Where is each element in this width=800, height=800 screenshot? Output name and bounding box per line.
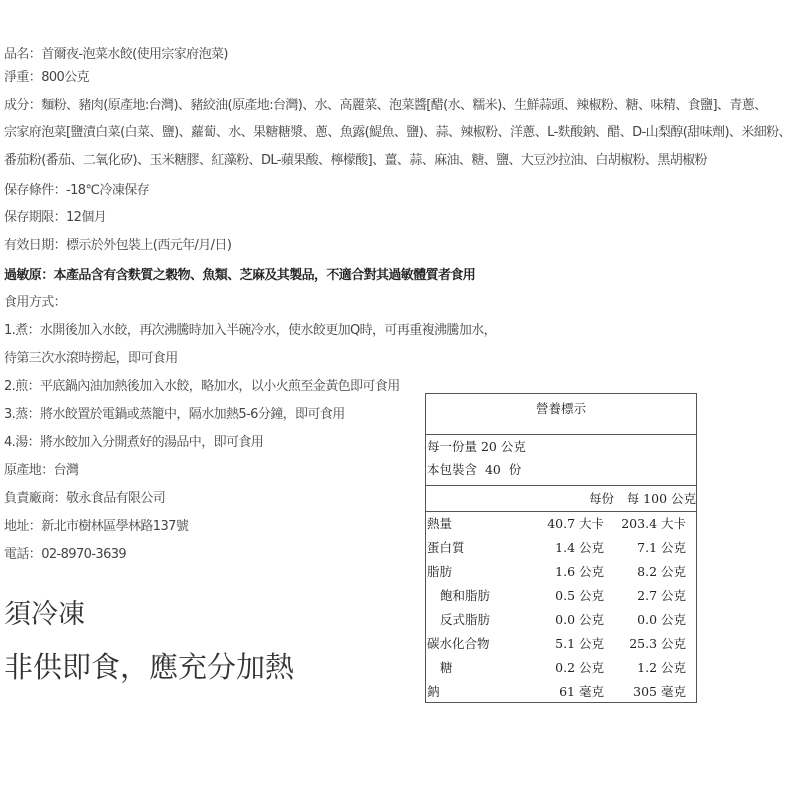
servings-per-package: 本包裝含 40 份 <box>427 462 522 477</box>
phone: 電話：02-8970-3639 <box>4 547 127 562</box>
nutrient-name: 糖 <box>440 660 453 675</box>
ingredients-line-1: 成分：麵粉、豬肉(原產地:台灣)、豬絞油(原產地:台灣)、水、高麗菜、泡菜醬[醋(水、糯米)、生鮮蒜頭、辣椒粉、糖、味精、食鹽]、青蔥、 <box>4 98 767 113</box>
nutrient-per-serving: 0.2 公克 <box>555 660 604 675</box>
nutrient-per-serving: 5.1 公克 <box>555 636 604 651</box>
storage-condition: 保存條件：-18℃冷凍保存 <box>4 183 150 198</box>
expiry-date: 有效日期：標示於外包裝上(西元年/月/日) <box>4 238 232 253</box>
nutrition-row <box>426 656 696 680</box>
col-per-100g: 每 100 公克 <box>626 491 696 506</box>
manufacturer: 負責廠商：敬永食品有限公司 <box>4 491 166 506</box>
address: 地址：新北市樹林區學林路137號 <box>4 519 189 534</box>
nutrient-per-serving: 1.6 公克 <box>555 564 604 579</box>
nutrition-table <box>425 393 697 703</box>
nutrient-name: 鈉 <box>427 684 440 699</box>
nutrient-name: 飽和脂肪 <box>440 588 491 603</box>
nutrient-name: 蛋白質 <box>427 540 465 555</box>
nutrition-row <box>426 608 696 632</box>
nutrient-per-serving: 0.5 公克 <box>555 588 604 603</box>
nutrient-per-100g: 0.0 公克 <box>637 612 686 627</box>
nutrient-per-100g: 203.4 大卡 <box>621 516 686 531</box>
nutrient-per-100g: 305 毫克 <box>633 684 686 699</box>
nutrient-per-serving: 1.4 公克 <box>555 540 604 555</box>
nutrition-title: 營養標示 <box>426 394 696 435</box>
net-weight: 淨重：800公克 <box>4 70 90 85</box>
frozen-warning: 須冷凍 <box>4 599 85 630</box>
cooking-soup: 4.湯：將水餃加入分開煮好的湯品中，即可食用 <box>4 435 264 450</box>
nutrition-row <box>426 560 696 584</box>
ingredients-line-2: 宗家府泡菜[鹽漬白菜(白菜、鹽)、蘿蔔、水、果糖糖漿、蔥、魚露(鯷魚、鹽)、蒜、辣椒粉、洋蔥、L-麩酸鈉、醋、D-山梨醇(甜味劑)、米細粉、 <box>4 125 791 140</box>
cooking-boil-cont: 待第三次水滾時撈起，即可食用 <box>4 351 178 366</box>
origin: 原產地：台灣 <box>4 463 79 478</box>
serving-size: 每一份量 20 公克 <box>427 439 526 454</box>
col-per-serving: 每份 <box>588 491 614 506</box>
cooking-pan-fry: 2.煎：平底鍋內油加熱後加入水餃，略加水，以小火煎至金黃色即可食用 <box>4 379 400 394</box>
nutrient-per-100g: 2.7 公克 <box>637 588 686 603</box>
nutrition-column-header <box>426 486 696 512</box>
nutrition-row <box>426 512 696 536</box>
nutrition-row <box>426 632 696 656</box>
nutrient-name: 反式脂肪 <box>440 612 491 627</box>
nutrient-name: 碳水化合物 <box>427 636 490 651</box>
nutrient-per-serving: 61 毫克 <box>559 684 604 699</box>
shelf-life: 保存期限：12個月 <box>4 210 107 225</box>
nutrient-per-100g: 7.1 公克 <box>637 540 686 555</box>
nutrient-name: 脂肪 <box>427 564 453 579</box>
cooking-method-label: 食用方式： <box>4 295 67 310</box>
nutrition-row <box>426 680 696 704</box>
product-name: 品名：首爾夜-泡菜水餃(使用宗家府泡菜) <box>4 47 228 62</box>
allergen-notice: 過敏原：本產品含有含麩質之穀物、魚類、芝麻及其製品，不適合對其過敏體質者食用 <box>4 268 476 283</box>
heat-warning: 非供即食，應充分加熱 <box>4 650 295 684</box>
nutrient-per-serving: 40.7 大卡 <box>547 516 604 531</box>
cooking-boil: 1.煮：水開後加入水餃，再次沸騰時加入半碗冷水，使水餃更加Q時，可再重複沸騰加水， <box>4 323 497 338</box>
nutrition-row <box>426 536 696 560</box>
nutrient-per-100g: 8.2 公克 <box>637 564 686 579</box>
nutrient-per-100g: 25.3 公克 <box>629 636 686 651</box>
ingredients-line-3: 番茄粉(番茄、二氧化矽)、玉米糖膠、紅藻粉、DL-蘋果酸、檸檬酸]、薑、蒜、麻油、糖、鹽、大豆沙拉油、白胡椒粉、黑胡椒粉 <box>4 153 707 168</box>
nutrient-per-serving: 0.0 公克 <box>555 612 604 627</box>
serving-info <box>426 435 696 486</box>
nutrition-rows <box>426 512 696 704</box>
nutrient-per-100g: 1.2 公克 <box>637 660 686 675</box>
cooking-steam: 3.蒸：將水餃置於電鍋或蒸籠中，隔水加熱5-6分鐘，即可食用 <box>4 407 345 422</box>
nutrient-name: 熱量 <box>427 516 453 531</box>
nutrition-row <box>426 584 696 608</box>
